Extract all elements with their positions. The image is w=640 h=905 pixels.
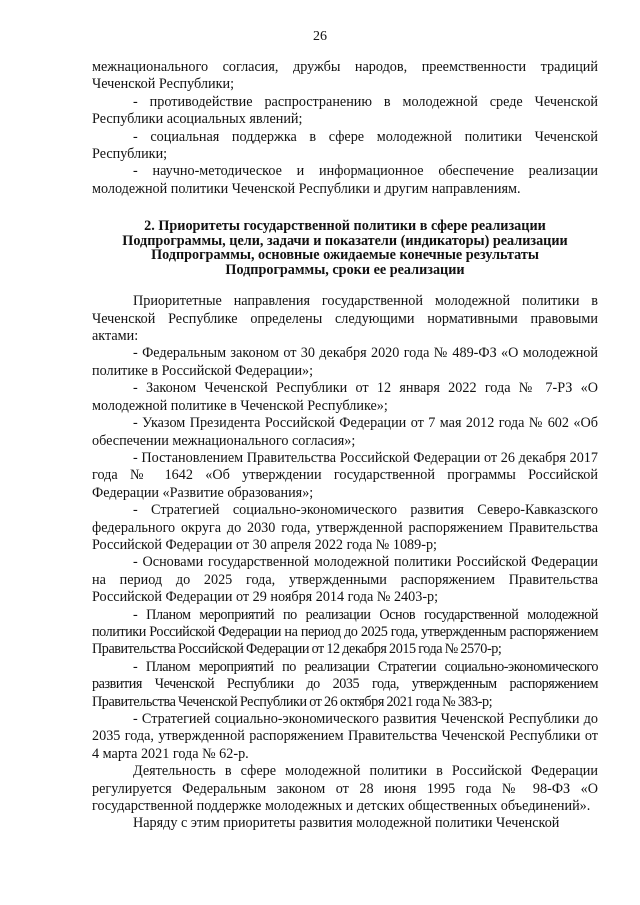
legal-act-item: - Постановлением Правительства Российской Федерации от 26 декабря 2017 года № 1642 «Об утверждении государственной программы Российской Федерации «Развитие образования»; bbox=[92, 449, 598, 501]
body-paragraph: Деятельность в сфере молодежной политики в Российской Федерации регулируется Федеральным законом от 28 июня 1995 года № 98-ФЗ «О государственной поддержке молодежных и детских общественных объединений». bbox=[92, 763, 598, 815]
legal-act-item: - Федеральным законом от 30 декабря 2020 года № 489-ФЗ «О молодежной политике в Российской Федерации»; bbox=[92, 345, 598, 379]
body-paragraph: Наряду с этим приоритеты развития молодежной политики Чеченской bbox=[133, 815, 560, 832]
section-title-line: Подпрограммы, сроки ее реализации bbox=[225, 261, 465, 278]
legal-act-item: - Стратегией социально-экономического развития Чеченской Республики до 2035 года, утвержденной распоряжением Правительства Чеченской Республики от 4 марта 2021 года № 62-р. bbox=[92, 711, 598, 762]
section-title-line: Подпрограммы, основные ожидаемые конечные результаты bbox=[151, 247, 539, 264]
page-number: 26 bbox=[313, 29, 327, 44]
intro-list-item: - противодействие распространению в молодежной среде Чеченской Республики асоциальных явлений; bbox=[92, 93, 598, 128]
legal-act-item: - Основами государственной молодежной политики Российской Федерации на период до 2025 года, утвержденными распоряжением Правительства Российской Федерации от 29 ноября 2014 года № 2403-р; bbox=[92, 554, 598, 606]
section-title bbox=[92, 219, 598, 277]
intro-list-item: - социальная поддержка в сфере молодежной политики Чеченской Республики; bbox=[92, 128, 598, 163]
document-body bbox=[92, 59, 598, 833]
legal-act-item: - Планом мероприятий по реализации Стратегии социально-экономического развития Чеченской Республики до 2035 года, утвержденным распоряжением Правительства Чеченской Республики от 26 октября 2021 года № 383-р; bbox=[92, 658, 598, 710]
section-title-line: Подпрограммы, цели, задачи и показатели (индикаторы) реализации bbox=[122, 232, 568, 249]
legal-act-item: - Стратегией социально-экономического развития Северо-Кавказского федерального округа до 2030 года, утвержденной распоряжением Правительства Российской Федерации от 30 апреля 2022 года № 1089-р; bbox=[92, 502, 598, 553]
body-paragraph: Приоритетные направления государственной молодежной политики в Чеченской Республике определены следующими нормативными правовыми актами: bbox=[92, 293, 598, 345]
legal-act-item: - Планом мероприятий по реализации Основ государственной молодежной политики Российской Федерации на период до 2025 года, утвержденным распоряжением Правительства Российской Федерации от 12 декабря 2015 года № 2570-р; bbox=[92, 606, 598, 658]
intro-list-item: - научно-методическое и информационное обеспечение реализации молодежной политики Чеченской Республики и другим направлениям. bbox=[92, 163, 598, 197]
legal-act-item: - Законом Чеченской Республики от 12 января 2022 года № 7-РЗ «О молодежной политике в Чеченской Республике»; bbox=[92, 380, 598, 414]
legal-act-item: - Указом Президента Российской Федерации от 7 мая 2012 года № 602 «Об обеспечении межнационального согласия»; bbox=[92, 415, 598, 449]
section-title-line: 2. Приоритеты государственной политики в сфере реализации bbox=[144, 218, 546, 235]
intro-paragraph: межнационального согласия, дружбы народов, преемственности традиций Чеченской Республики; bbox=[92, 59, 598, 93]
